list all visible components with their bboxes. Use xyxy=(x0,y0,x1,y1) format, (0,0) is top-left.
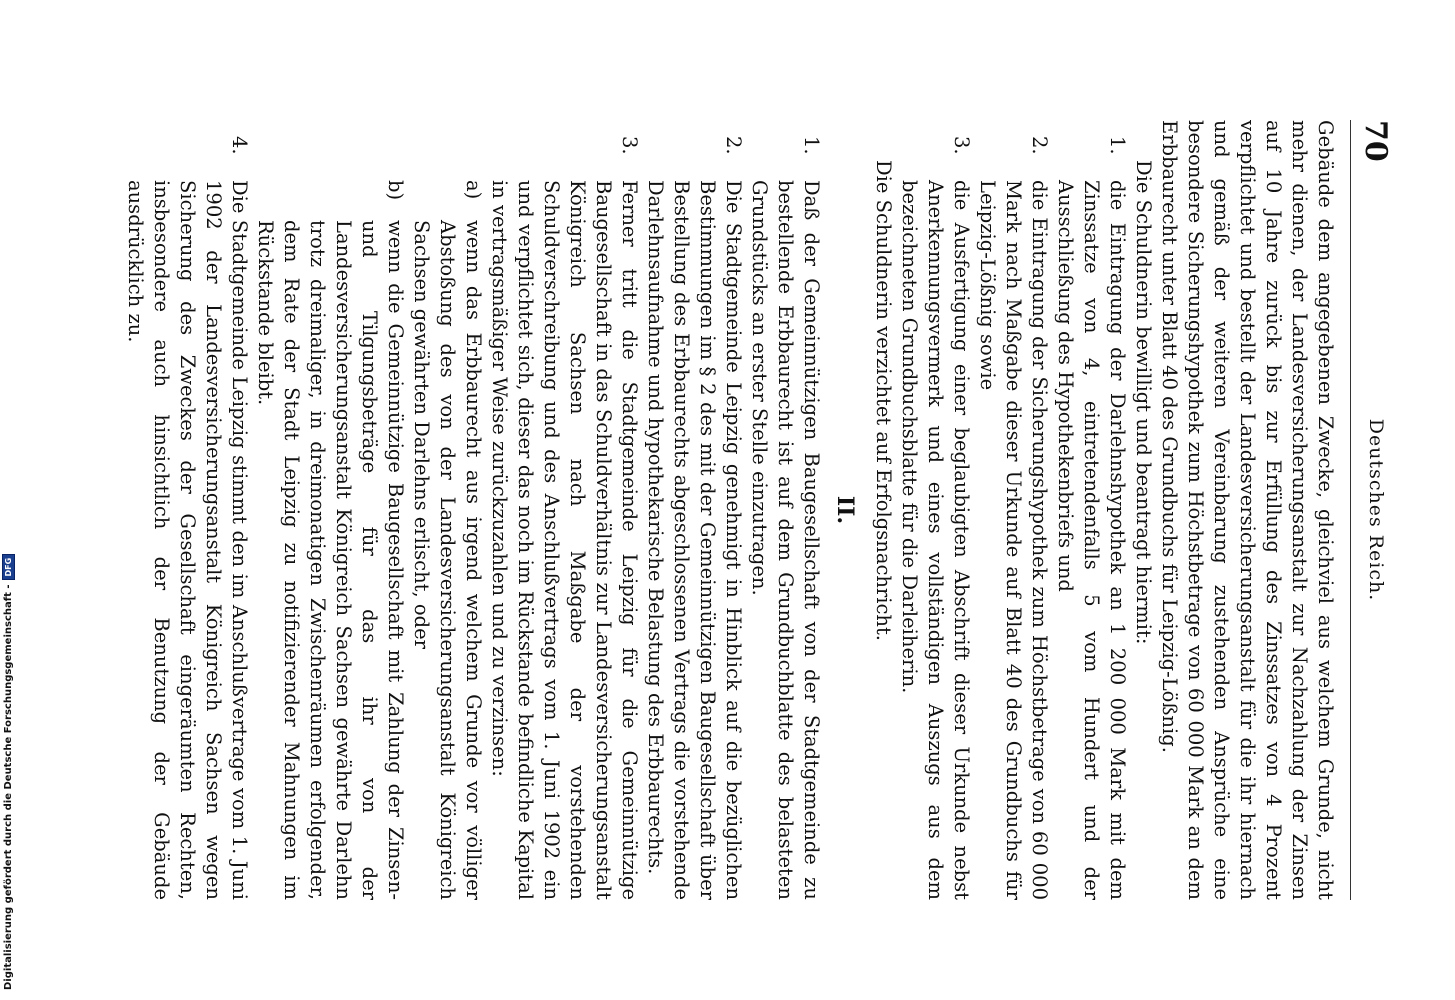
list-item xyxy=(642,120,746,900)
paragraph-1: Gebäude dem angegebenen Zwecke, gleichviel aus welchem Grunde, nicht mehr dienen, der Landesversicherungsanstalt zur Nachzahlung der Zinsen auf 10 Jahre zurück bis zur Erfüllung des Zinssatzes von 4 Prozent verpflichtet und bestellt der Landesversicherungsanstalt für die ihr hiernach und gemäß der weiteren Vereinbarung zustehenden Ansprüche eine besondere Sicherungshypothek zum Höchstbetrage von 60 000 Mark an dem Erbbaurecht unter Blatt 40 des Grundbuchs für Leipzig-Lößnig. xyxy=(1158,120,1337,900)
rotated-page xyxy=(95,120,1395,900)
sub-letter: a) xyxy=(462,180,485,200)
list-text: Die Stadtgemeinde Leipzig stimmt den im Anschlußvertrage vom 1. Juni 1902 der Landesversicherungsanstalt Königreich Sachsen wegen Sicherung des Zweckes der Gesellschaft eingeräumten Rechten, insbesondere auch hinsichtlich der Benutzung der Gebäude ausdrücklich zu. xyxy=(124,180,251,900)
list-item xyxy=(122,120,252,900)
sub-item-a xyxy=(408,120,486,900)
list-number: 3. xyxy=(618,136,641,155)
sub-letter: b) xyxy=(384,180,407,201)
credit-text: Digitalisierung gefördert durch die Deutsche Forschungsgemeinschaft - xyxy=(2,584,14,990)
digitization-credit xyxy=(0,557,16,990)
page-body xyxy=(122,120,1338,900)
list-item xyxy=(974,120,1052,900)
list-text: die Ausfertigung einer beglaubigten Abschrift dieser Urkunde nebst Anerkennungsvermerk und eines vollständigen Auszugs aus dem bezeichneten Grundbuchsblatte für die Darleiherin. xyxy=(898,180,973,900)
dfg-logo: DFG xyxy=(2,554,15,581)
paragraph-2: Die Schuldnerin bewilligt und beantragt hiermit: xyxy=(1132,160,1155,645)
list-number: 3. xyxy=(950,136,973,155)
list-number: 1. xyxy=(800,136,823,155)
paragraph-3: Die Schuldnerin verzichtet auf Erfolgsnachricht. xyxy=(872,160,895,641)
list-number: 1. xyxy=(1106,136,1129,155)
list-text: Ferner tritt die Stadtgemeinde Leipzig für die Gemeinnützige Baugesellschaft in das Schuldverhältnis zur Landesversicherungsanstalt Königreich Sachsen nach Maßgabe der vorstehenden Schuldverschreibung und des Anschlußvertrags vom 1. Juni 1902 ein und verpflichtet sich, dieser das noch im Rückstande befindliche Kapital in vertragsmäßiger Weise zurückzuzahlen und zu verzinsen: xyxy=(488,180,641,900)
running-title: Deutsches Reich. xyxy=(1365,418,1387,602)
list-item xyxy=(746,120,824,900)
sub-text: wenn die Gemeinnützige Baugesellschaft mit Zahlung der Zinsen- und Tilgungsbeträge für das ihr von der Landesversicherungsanstalt Königreich Sachsen gewährte Darlehn trotz dreimaliger, in dreimonatigen Zwischenräumen erfolgender, dem Rate der Stadt Leipzig zu notifizierender Mahnungen im Rückstande bleibt. xyxy=(254,220,407,900)
list-number: 2. xyxy=(722,136,745,155)
list-item xyxy=(486,120,642,900)
list-text: die Eintragung der Darlehnshypothek an 1 200 000 Mark mit dem Zinssatze von 4, eintretendenfalls 5 vom Hundert und der Ausschließung des Hypothekenbriefs und xyxy=(1054,180,1129,900)
sub-text: wenn das Erbbaurecht aus irgend welchem Grunde vor völliger Abstoßung des von der Landesversicherungsanstalt Königreich Sachsen gewährten Darlehns erlischt, oder xyxy=(410,220,485,900)
list-item xyxy=(896,120,974,900)
list-text: die Eintragung der Sicherungshypothek zum Höchstbetrage von 60 000 Mark nach Maßgabe dieser Urkunde auf Blatt 40 des Grundbuchs für Leipzig-Lößnig sowie xyxy=(976,180,1051,900)
page-number: 70 xyxy=(1358,120,1393,162)
list-text: Die Stadtgemeinde Leipzig genehmigt in Hinblick auf die bezüglichen Bestimmungen im § 2 des mit der Gemeinnützigen Baugesellschaft über Bestellung des Erbbaurechts abgeschlossenen Vertrags die vorstehende Darlehnsaufnahme und hypothekarische Belastung des Erbbaurechts. xyxy=(644,180,745,900)
section-heading: II. xyxy=(832,495,858,525)
list-item xyxy=(1052,120,1130,900)
list-number: 4. xyxy=(228,136,251,155)
page-header xyxy=(1350,120,1395,900)
list-number: 2. xyxy=(1028,136,1051,155)
sub-item-b xyxy=(252,120,408,900)
list-text: Daß der Gemeinnützigen Baugesellschaft von der Stadtgemeinde zu bestellende Erbbaurecht ist auf dem Grundbuchblatte des belasteten Grundstücks an erster Stelle einzutragen. xyxy=(748,180,823,900)
